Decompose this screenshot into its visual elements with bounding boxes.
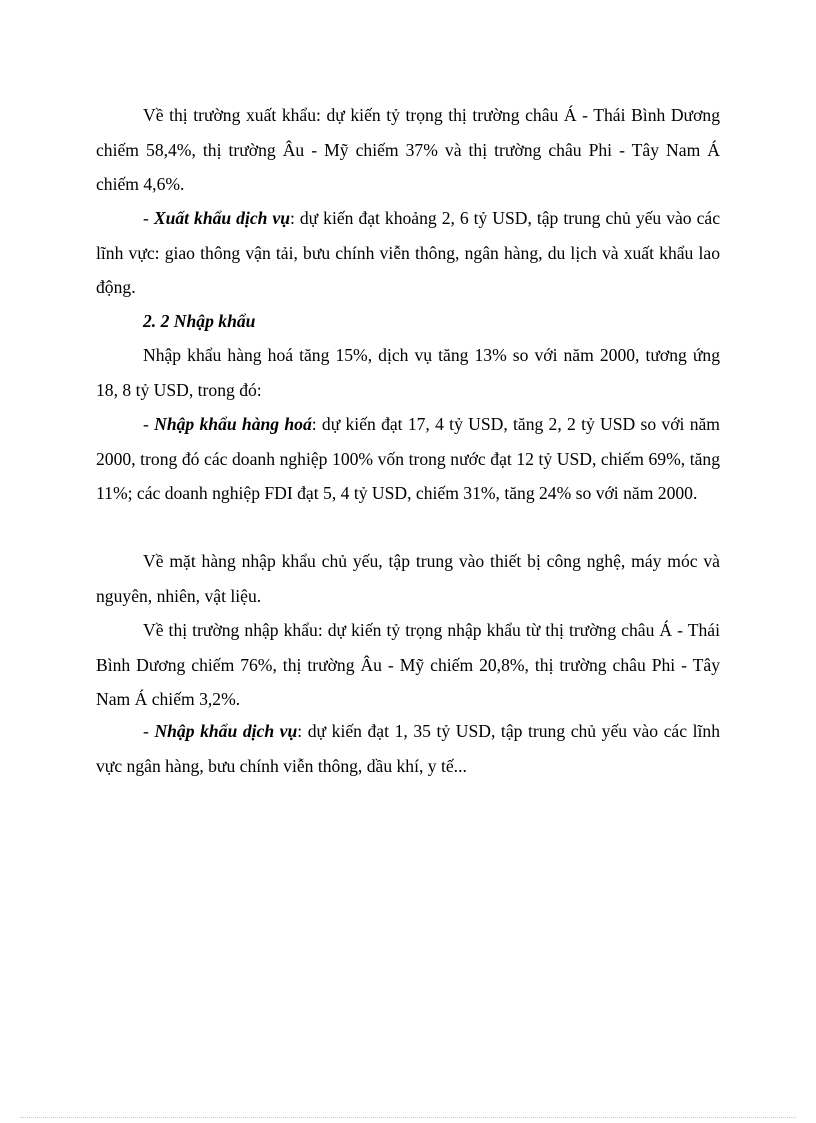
service-exports-lead: Xuất khẩu dịch vụ [153,208,291,228]
goods-imports-text: : dự kiến đạt 17, 4 tỷ USD, tăng 2, 2 tỷ USD so với năm 2000, trong đó các doanh nghiệp 100% vốn trong nước đạt 12 tỷ USD, chiếm 69%, tăng 11%; các doanh nghiệp FDI đạt 5, 4 tỷ USD, chiếm 31%, tăng 24% so với năm 2000. [96,414,720,503]
paragraph-goods-imports [96,407,720,511]
service-imports-lead: Nhập khẩu dịch vụ [154,721,298,741]
page-bottom-rule [20,1117,796,1118]
list-dash: - [143,721,155,741]
section-heading-imports: 2. 2 Nhập khẩu [143,311,256,331]
paragraph-imports-overview: Nhập khẩu hàng hoá tăng 15%, dịch vụ tăng 13% so với năm 2000, tương ứng 18, 8 tỷ USD, trong đó: [96,345,720,400]
paragraph-import-items: Về mặt hàng nhập khẩu chủ yếu, tập trung vào thiết bị công nghệ, máy móc và nguyên, nhiên, vật liệu. [96,551,720,606]
list-dash: - [143,414,155,434]
service-exports-text: : dự kiến đạt khoảng 2, 6 tỷ USD, tập trung chủ yếu vào các lĩnh vực: giao thông vận tải, bưu chính viễn thông, ngân hàng, du lịch và xuất khẩu lao động. [96,208,721,297]
paragraph-import-markets: Về thị trường nhập khẩu: dự kiến tỷ trọng nhập khẩu từ thị trường châu Á - Thái Bình Dương chiếm 76%, thị trường Âu - Mỹ chiếm 20,8%, thị trường châu Phi - Tây Nam Á chiếm 3,2%. [96,620,720,709]
paragraph-service-exports [96,201,720,305]
service-imports-text: : dự kiến đạt 1, 35 tỷ USD, tập trung chủ yếu vào các lĩnh vực ngân hàng, bưu chính viễn thông, dầu khí, y tế... [96,721,720,776]
goods-imports-lead: Nhập khẩu hàng hoá [154,414,312,434]
paragraph-service-imports [96,714,720,783]
paragraph-export-markets: Về thị trường xuất khẩu: dự kiến tỷ trọng thị trường châu Á - Thái Bình Dương chiếm 58,4%, thị trường Âu - Mỹ chiếm 37% và thị trường châu Phi - Tây Nam Á chiếm 4,6%. [96,105,720,194]
list-dash: - [143,208,154,228]
